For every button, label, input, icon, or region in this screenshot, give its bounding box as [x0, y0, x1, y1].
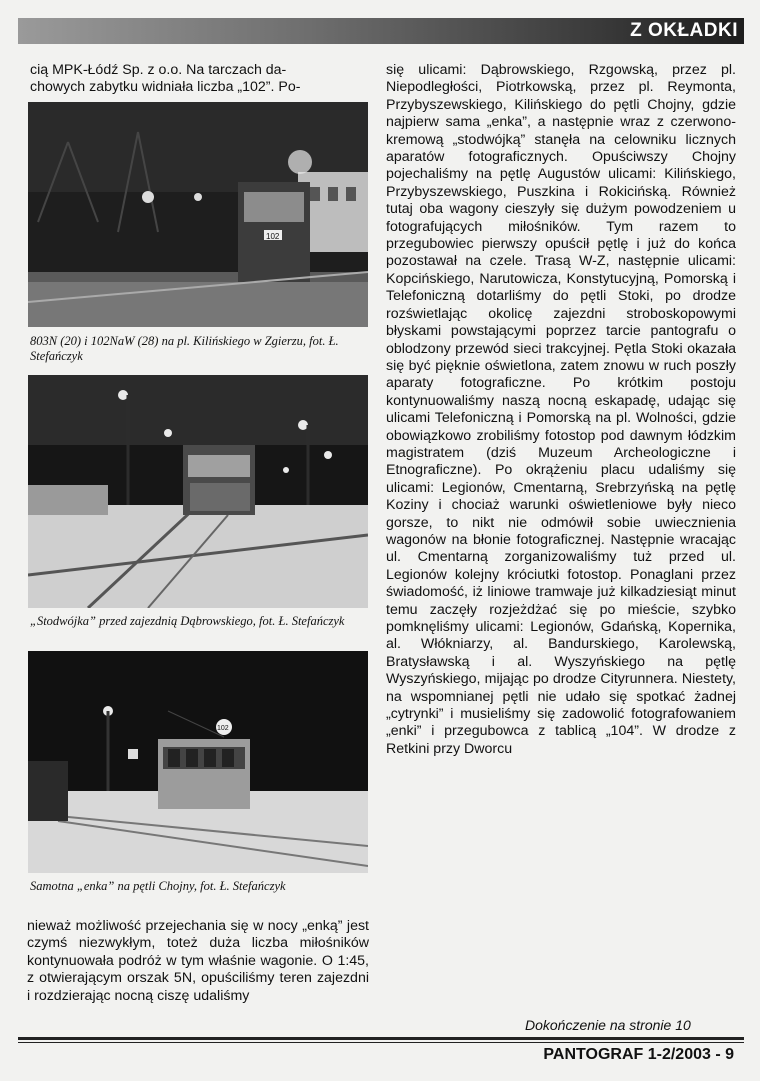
text-line: cią MPK-Łódź Sp. z o.o. Na tarczach da-	[30, 62, 287, 78]
section-header-band	[18, 18, 744, 44]
left-column-top	[30, 62, 370, 97]
page-footer: PANTOGRAF 1-2/2003 - 9	[543, 1046, 734, 1063]
paragraph: nieważ możliwość przejechania się w nocy „enką” jest czymś niezwykłym, toteż duża liczba miłośników kontynuowała podróż w tym właśnie wagonie. O 1:45, z otwierającym orszak 5N, opuściliśmy teren zajezdni i rozdzierając nocną ciszę udaliśmy	[27, 918, 369, 1004]
section-title: Z OKŁADKI	[630, 20, 738, 41]
photo-caption: „Stodwójka” przed zajezdnią Dąbrowskiego, fot. Ł. Stefańczyk	[30, 614, 345, 628]
left-column-bottom	[27, 918, 369, 1005]
paragraph: się ulicami: Dąbrowskiego, Rzgowską, przez pl. Niepodległości, Piotrkowską, przez pl. Reymonta, Przybyszewskiego, Kilińskiego do pętli Chojny, gdzie najpierw sama „enka”, a następnie wraz z czerwono-kremową „stodwójką” stanęła na celowniku licznych aparatów fotograficznych. Opuściwszy Chojny pojechaliśmy na pętlę Augustów ulicami: Kilińskiego, Przybyszewskiego, Puszkina i Rokicińską. Również tutaj oba wagony cieszyły się dużym powodzeniem u fotografujących miłośników. Tym razem to przegubowiec pierwszy opuścił pętlę i już do końca pozostawał na czele. Trasą W-Z, następnie ulicami: Kopcińskiego, Narutowicza, Konstytucyjną, Pomorską i Telefoniczną dotarliśmy do pętli Stoki, po drodze rozświetlając okolicę zajezdni stroboskopowymi błyskami powstającymi poprzez tarcie pantografu o oblodzony przewód sieci trakcyjnej. Pętla Stoki okazała się być pięknie oświetlona, zatem znowu w ruch poszły aparaty fotograficzne. Po krótkim postoju kontynuowaliśmy naszą nocną eskapadę, udając się ulicami Telefoniczną i Pomorską na pl. Wolności, gdzie obowiązkowo zrobiliśmy fotostop pod dawnym łódzkim magistratem (dziś Muzeum Archeologiczne i Etnograficzne). Po okrążeniu placu udaliśmy się ulicami: Legionów, Cmentarną, Srebrzyńską na pętlę Koziny i chociaż warunki oświetleniowe były nieco gorsze, to nikt nie odmówił sobie uwiecznienia wagonów na błonie fotograficznej. Następnie wracając ul. Cmentarną zorganizowaliśmy tuż przed ul. Legionów kolejny króciutki fotostop. Ponaglani przez świadomość, iż liniowe tramwaje już kilkadziesiąt minut temu zaczęły rozjeżdżać się po mieście, szybko pomknęliśmy ulicami: Legionów, Gdańską, Kopernika, al. Włókniarzy, al. Bandurskiego, Karolewską, Bratysławską i al. Wyszyńskiego na pętlę Wyszyńskiego, mijając po drodze Cityrunnera. Niestety, na wspomnianej pętli nie udało się spotkać żadnej „cytrynki” i musieliśmy się zadowolić fotografowaniem „enki” i przegubowca z tablicą „104”. W drodze z Retkini przy Dworcu	[386, 62, 736, 757]
footer-rule	[18, 1037, 744, 1040]
photo-trams-zgierz	[28, 102, 368, 327]
right-column	[386, 62, 736, 758]
photo-caption: Samotna „enka” na pętli Chojny, fot. Ł. Stefańczyk	[30, 879, 286, 893]
photo-caption: 803N (20) i 102NaW (28) na pl. Kilińskiego w Zgierzu, fot. Ł. Stefańczyk	[30, 334, 339, 363]
photo-enka-chojny	[28, 651, 368, 873]
continued-note: Dokończenie na stronie 10	[525, 1017, 691, 1033]
photo-stodwojka-depot	[28, 375, 368, 608]
tram-route-sign: 102	[266, 232, 280, 241]
text-line: chowych zabytku widniała liczba „102”. Po-	[30, 79, 301, 96]
footer-rule-thin	[18, 1042, 744, 1043]
tram-route-sign: 102	[217, 725, 229, 732]
